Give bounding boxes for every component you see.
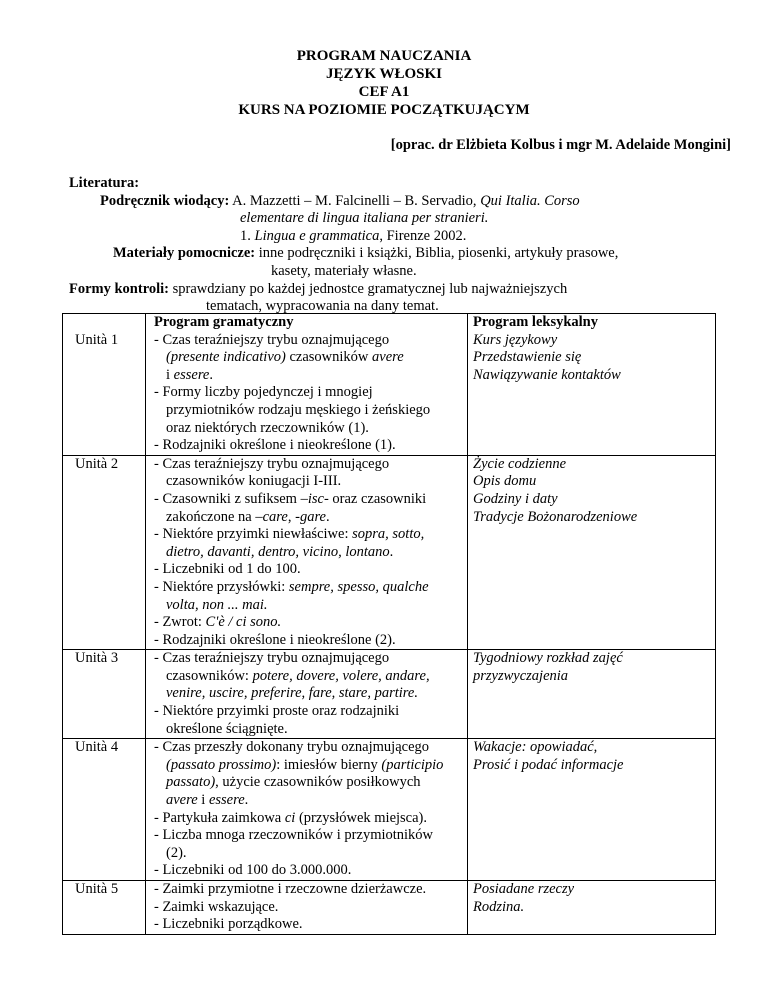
grammar-text: care	[262, 508, 288, 525]
grammar-text: ci	[284, 809, 296, 826]
lexical-text: Posiadane rzeczy	[473, 881, 575, 897]
unit-label: Unità 2	[75, 455, 119, 472]
table-row	[63, 314, 716, 456]
grammar-text: - Czas teraźniejszy trybu oznajmującego	[154, 331, 390, 348]
lexical-text: Rodzina.	[473, 898, 525, 915]
grammar-text: - Liczebniki porządkowe.	[154, 916, 303, 933]
grammar-text: - Czas przeszły dokonany trybu oznajmującego	[154, 739, 430, 756]
aux-materials-label: Materiały pomocnicze:	[113, 245, 256, 262]
grammar-cell	[146, 881, 468, 935]
grammar-line	[154, 544, 467, 562]
lexical-cell	[468, 314, 716, 456]
grammar-line	[154, 526, 467, 544]
main-textbook-volume-title: Lingua e grammatica	[254, 227, 380, 244]
grammar-text: - Formy liczby pojedynczej i mnogiej	[154, 384, 373, 401]
grammar-line	[154, 456, 467, 474]
lexical-item	[473, 473, 715, 491]
title-line-1: PROGRAM NAUCZANIA	[296, 48, 472, 64]
lexical-item	[473, 668, 715, 686]
grammar-text: - Czas teraźniejszy trybu oznajmującego	[154, 455, 390, 472]
lexical-text: Życie codzienne	[473, 455, 567, 472]
grammar-text: .	[389, 543, 394, 560]
lexical-header-label: Program leksykalny	[473, 314, 598, 330]
lexical-text: Tradycje Bożonarodzeniowe	[473, 508, 638, 525]
grammar-text: czasowników koniugacji I-III.	[166, 473, 342, 490]
grammar-text: i	[166, 366, 174, 383]
aux-materials-text: inne podręczniki i książki, Biblia, piosenki, artykuły prasowe,	[258, 245, 619, 262]
lexical-item	[473, 881, 715, 899]
unit-cell	[63, 455, 146, 650]
control-forms-text-cont: tematach, wypracowania na dany temat.	[206, 298, 439, 315]
grammar-text: (participio	[381, 756, 444, 773]
grammar-line	[154, 579, 467, 597]
lexical-item	[473, 491, 715, 509]
grammar-line	[154, 420, 467, 438]
authors-note: [oprac. dr Elżbieta Kolbus i mgr M. Adelaide Mongini]	[390, 137, 731, 153]
grammar-text: .	[244, 792, 249, 809]
lexical-text: Nawiązywanie kontaktów	[473, 366, 621, 383]
control-forms-text: sprawdziany po każdej jednostce gramatycznej lub najważniejszych	[172, 280, 568, 297]
lexical-item	[473, 899, 715, 917]
literature-section	[69, 175, 739, 316]
grammar-text: określone ściągnięte.	[166, 720, 288, 737]
lexical-cell	[468, 739, 716, 881]
grammar-text: , użycie czasowników posiłkowych	[215, 774, 421, 791]
grammar-text: - Rodzajniki określone i nieokreślone (2).	[154, 631, 396, 648]
grammar-text: - Niektóre przyimki proste oraz rodzajniki	[154, 703, 400, 720]
grammar-text: - Niektóre przysłówki:	[154, 578, 289, 595]
grammar-text: venire, uscire, preferire, fare, stare, partire.	[166, 685, 418, 702]
grammar-line	[154, 632, 467, 650]
lexical-item	[473, 332, 715, 350]
grammar-text: zakończone na –	[166, 508, 263, 525]
grammar-line	[154, 561, 467, 579]
grammar-line	[154, 597, 467, 615]
grammar-line	[154, 491, 467, 509]
grammar-text: - Czas teraźniejszy trybu oznajmującego	[154, 650, 390, 667]
unit-cell	[63, 739, 146, 881]
grammar-line	[154, 473, 467, 491]
grammar-line	[154, 757, 467, 775]
grammar-text: potere, dovere, volere, andare,	[252, 667, 430, 684]
lexical-text: Wakacje: opowiadać,	[473, 739, 598, 756]
grammar-text: - Liczba mnoga rzeczowników i przymiotników	[154, 827, 434, 844]
grammar-line	[154, 384, 467, 402]
grammar-text: .	[326, 508, 330, 525]
unit-label: Unità 5	[75, 881, 119, 897]
aux-materials-text-cont: kasety, materiały własne.	[271, 262, 417, 279]
grammar-text: - Liczebniki od 1 do 100.	[154, 561, 301, 578]
main-textbook-title: Qui Italia. Corso	[480, 192, 580, 209]
grammar-text: dietro, davanti, dentro, vicino, lontano	[166, 543, 390, 560]
grammar-line	[154, 509, 467, 527]
unit-label: Unità 3	[75, 650, 119, 667]
literature-label: Literatura:	[69, 175, 140, 191]
lexical-item	[473, 650, 715, 668]
lexical-text: Kurs językowy	[473, 331, 558, 348]
lexical-cell	[468, 650, 716, 739]
lexical-item	[473, 757, 715, 775]
document-title	[0, 47, 768, 119]
grammar-text: essere	[208, 792, 245, 809]
unit-label: Unità 1	[75, 331, 119, 348]
unit-cell	[63, 881, 146, 935]
grammar-text: - Zaimki przymiotne i rzeczowne dzierżawcze.	[154, 881, 427, 897]
grammar-line	[154, 685, 467, 703]
grammar-text: gare	[299, 508, 326, 525]
lexical-text: Opis domu	[473, 473, 537, 490]
grammar-text: czasowników	[285, 349, 373, 366]
grammar-line	[154, 614, 467, 632]
lexical-text: Godziny i daty	[473, 490, 558, 507]
lexical-item	[473, 739, 715, 757]
unit-cell	[63, 650, 146, 739]
grammar-text: C'è / ci sono.	[205, 614, 282, 631]
grammar-line	[154, 916, 467, 934]
grammar-line	[154, 774, 467, 792]
grammar-line	[154, 899, 467, 917]
grammar-cell	[146, 650, 468, 739]
lexical-text: przyzwyczajenia	[473, 667, 569, 684]
grammar-text: czasowników:	[166, 667, 253, 684]
grammar-text: - Liczebniki od 100 do 3.000.000.	[154, 862, 352, 879]
grammar-line	[154, 349, 467, 367]
main-textbook-label: Podręcznik wiodący:	[100, 192, 230, 209]
grammar-text: sempre, spesso, qualche	[288, 578, 429, 595]
grammar-line	[154, 703, 467, 721]
grammar-text: sopra, sotto,	[352, 526, 425, 543]
grammar-line	[154, 721, 467, 739]
main-textbook-publication: , Firenze 2002.	[379, 227, 467, 244]
grammar-line	[154, 827, 467, 845]
grammar-line	[154, 739, 467, 757]
grammar-line	[154, 881, 467, 899]
grammar-line	[154, 845, 467, 863]
grammar-text: essere	[173, 366, 210, 383]
grammar-line	[154, 367, 467, 385]
grammar-text: - Czasowniki z sufiksem –	[154, 490, 308, 507]
lexical-item	[473, 509, 715, 527]
lexical-item	[473, 456, 715, 474]
control-forms-label: Formy kontroli:	[69, 280, 170, 297]
grammar-header	[154, 314, 467, 332]
grammar-text: oraz niektórych rzeczowników (1).	[166, 419, 369, 436]
lexical-text: Przedstawienie się	[473, 349, 582, 366]
grammar-line	[154, 402, 467, 420]
lexical-cell	[468, 455, 716, 650]
main-textbook-authors: A. Mazzetti – M. Falcinelli – B. Servadio,	[232, 192, 477, 209]
title-line-2: JĘZYK WŁOSKI	[325, 66, 442, 82]
syllabus-table	[62, 313, 716, 935]
grammar-line	[154, 810, 467, 828]
grammar-header-label: Program gramatyczny	[154, 314, 294, 330]
grammar-text: (2).	[166, 844, 187, 861]
table-row	[63, 739, 716, 881]
main-textbook-title-cont: elementare di lingua italiana per stranieri.	[240, 210, 489, 227]
grammar-text: .	[209, 366, 213, 383]
grammar-text: avere	[372, 349, 404, 366]
grammar-text: (presente indicativo)	[166, 349, 286, 366]
grammar-line	[154, 862, 467, 880]
grammar-text: i	[197, 792, 209, 809]
grammar-text: - Zaimki wskazujące.	[154, 898, 279, 915]
grammar-text: (passato prossimo)	[166, 756, 277, 773]
grammar-text: volta, non ... mai.	[166, 596, 268, 613]
unit-cell-spacer	[75, 314, 145, 332]
grammar-text: , -	[287, 508, 300, 525]
table-row	[63, 455, 716, 650]
grammar-text: - Partykuła zaimkowa	[154, 809, 285, 826]
unit-label: Unità 4	[75, 739, 119, 756]
lexical-text: Prosić i podać informacje	[473, 756, 624, 773]
lexical-text: Tygodniowy rozkład zajęć	[473, 650, 623, 667]
main-textbook-volume-num: 1.	[240, 227, 251, 244]
title-line-4: KURS NA POZIOMIE POCZĄTKUJĄCYM	[238, 102, 530, 118]
grammar-line	[154, 332, 467, 350]
grammar-line	[154, 437, 467, 455]
table-row	[63, 881, 716, 935]
lexical-header	[473, 314, 715, 332]
grammar-text: - Zwrot:	[154, 614, 206, 631]
title-line-3: CEF A1	[358, 84, 410, 100]
table-row	[63, 650, 716, 739]
grammar-cell	[146, 455, 468, 650]
lexical-item	[473, 349, 715, 367]
lexical-cell	[468, 881, 716, 935]
grammar-text: : imiesłów bierny	[276, 756, 382, 773]
grammar-text: (przysłówek miejsca).	[295, 809, 428, 826]
grammar-text: isc	[307, 490, 324, 507]
lexical-item	[473, 367, 715, 385]
grammar-text: - Rodzajniki określone i nieokreślone (1).	[154, 437, 396, 454]
grammar-text: avere	[166, 792, 198, 809]
grammar-cell	[146, 739, 468, 881]
grammar-line	[154, 650, 467, 668]
grammar-text: passato)	[166, 774, 216, 791]
grammar-text: - Niektóre przyimki niewłaściwe:	[154, 526, 353, 543]
grammar-text: przymiotników rodzaju męskiego i żeńskiego	[166, 401, 431, 418]
unit-cell	[63, 314, 146, 456]
grammar-line	[154, 668, 467, 686]
grammar-cell	[146, 314, 468, 456]
grammar-text: - oraz czasowniki	[323, 490, 427, 507]
grammar-line	[154, 792, 467, 810]
